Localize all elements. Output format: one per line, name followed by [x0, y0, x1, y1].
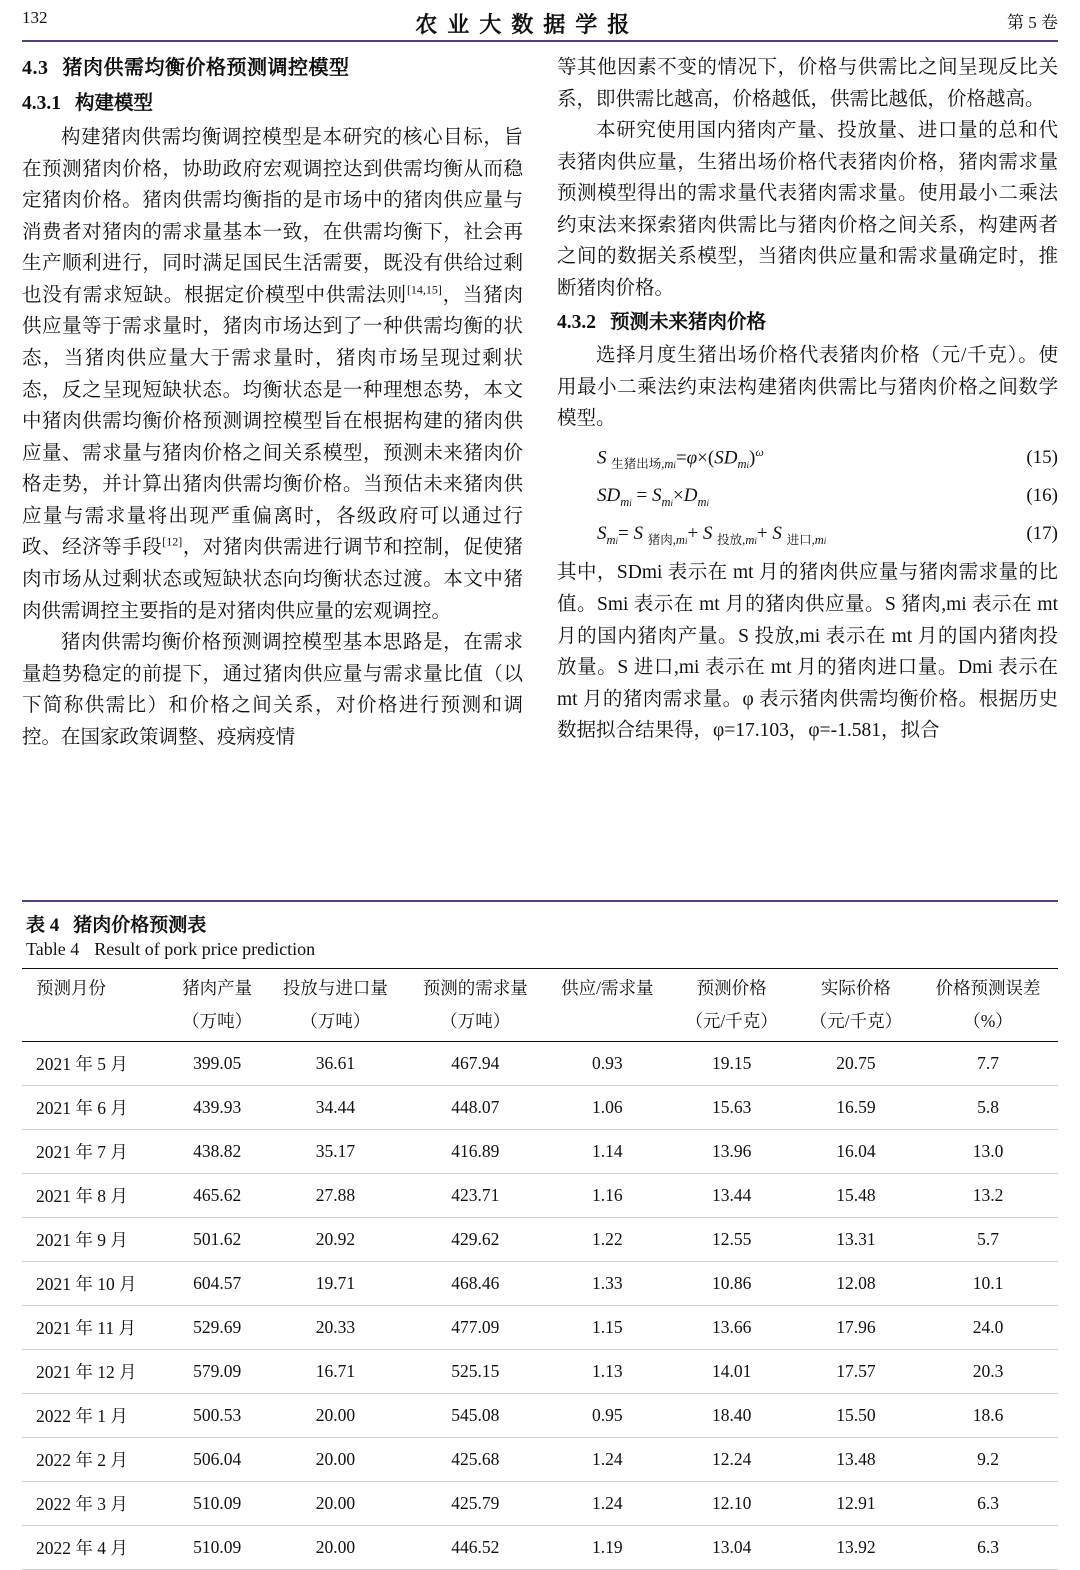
cell-value: 17.57 [794, 1350, 918, 1394]
cell-value: 9.2 [918, 1438, 1058, 1482]
cell-value: 510.09 [169, 1526, 266, 1570]
table-row [22, 1438, 1058, 1482]
cell-value: 0.93 [545, 1042, 669, 1086]
col-header-actual-price-l2: （元/千克） [794, 1008, 918, 1042]
cell-value: 12.55 [670, 1218, 794, 1262]
cell-value: 1.14 [545, 1130, 669, 1174]
table-header-row-line1 [22, 969, 1058, 1009]
citation-ref-14-15: [14,15] [406, 282, 442, 297]
cell-value: 1.22 [545, 1218, 669, 1262]
paragraph-right-1: 等其他因素不变的情况下，价格与供需比之间呈现反比关系，即供需比越高，价格越低，供需比越低，价格越高。 [557, 57, 1058, 110]
table-row [22, 1350, 1058, 1394]
col-header-month-l1: 预测月份 [22, 969, 169, 1009]
table-row [22, 1526, 1058, 1570]
cell-month: 2021 年 10 月 [22, 1262, 169, 1306]
table-top-rule [22, 900, 1058, 902]
cell-value: 13.66 [670, 1306, 794, 1350]
col-header-demand-l1: 预测的需求量 [405, 969, 545, 1009]
cell-value: 13.2 [918, 1174, 1058, 1218]
cell-value: 6.3 [918, 1482, 1058, 1526]
cell-month: 2022 年 2 月 [22, 1438, 169, 1482]
cell-month: 2021 年 11 月 [22, 1306, 169, 1350]
cell-value: 425.68 [405, 1438, 545, 1482]
cell-value: 525.15 [405, 1350, 545, 1394]
equation-16-body: $SD_{mi} = S_{mi}\times D_{mi}$ [597, 485, 710, 510]
cell-value: 13.31 [794, 1218, 918, 1262]
table-row [22, 1482, 1058, 1526]
cell-value: 12.24 [670, 1438, 794, 1482]
cell-value: 13.48 [794, 1438, 918, 1482]
right-column [557, 52, 1058, 754]
col-header-release-import-l2: （万吨） [265, 1008, 405, 1042]
cell-value: 20.00 [265, 1394, 405, 1438]
table-head [22, 969, 1058, 1042]
cell-value: 1.19 [545, 1526, 669, 1570]
cell-value: 1.13 [545, 1350, 669, 1394]
paragraph-left-2: 猪肉供需均衡价格预测调控模型基本思路是，在需求量趋势稳定的前提下，通过猪肉供应量与需求量比值（以下简称供需比）和价格之间关系，对价格进行预测和调控。在国家政策调整、疫病疫情 [22, 632, 523, 748]
cell-value: 24.0 [918, 1306, 1058, 1350]
cell-month: 2021 年 6 月 [22, 1086, 169, 1130]
cell-value: 0.95 [545, 1394, 669, 1438]
cell-value: 12.91 [794, 1482, 918, 1526]
subsection-number: 4.3.1 [22, 93, 61, 115]
cell-value: 34.44 [265, 1086, 405, 1130]
cell-value: 579.09 [169, 1350, 266, 1394]
subsection-title: 构建模型 [75, 93, 154, 115]
cell-value: 20.92 [265, 1218, 405, 1262]
cell-value: 20.00 [265, 1438, 405, 1482]
col-header-actual-price-l1: 实际价格 [794, 969, 918, 1009]
cell-value: 13.04 [670, 1526, 794, 1570]
cell-value: 20.3 [918, 1350, 1058, 1394]
cell-value: 13.44 [670, 1174, 794, 1218]
cell-value: 477.09 [405, 1306, 545, 1350]
col-header-error-l1: 价格预测误差 [918, 969, 1058, 1009]
col-header-error-l2: （%） [918, 1008, 1058, 1042]
col-header-month-l2 [22, 1008, 169, 1042]
col-header-output-l1: 猪肉产量 [169, 969, 266, 1009]
cell-value: 465.62 [169, 1174, 266, 1218]
cell-value: 18.40 [670, 1394, 794, 1438]
cell-value: 19.71 [265, 1262, 405, 1306]
cell-value: 399.05 [169, 1042, 266, 1086]
header-rule [22, 40, 1058, 42]
equation-15-number: (15) [1026, 447, 1058, 469]
cell-month: 2021 年 7 月 [22, 1130, 169, 1174]
journal-title: 农业大数据学报 [415, 12, 640, 38]
cell-value: 423.71 [405, 1174, 545, 1218]
table-caption-cn [26, 910, 1058, 937]
cell-value: 501.62 [169, 1218, 266, 1262]
cell-value: 448.07 [405, 1086, 545, 1130]
cell-value: 17.96 [794, 1306, 918, 1350]
cell-value: 15.48 [794, 1174, 918, 1218]
table-caption-en [26, 939, 1058, 960]
two-column-body [22, 52, 1058, 754]
table-row [22, 1394, 1058, 1438]
cell-value: 27.88 [265, 1174, 405, 1218]
volume-label: 第 5 卷 [1006, 13, 1058, 32]
cell-value: 425.79 [405, 1482, 545, 1526]
cell-value: 438.82 [169, 1130, 266, 1174]
table-row [22, 1130, 1058, 1174]
equation-17-number: (17) [1026, 523, 1058, 545]
cell-value: 429.62 [405, 1218, 545, 1262]
paragraph-left-1-cont: ，当猪肉供应量等于需求量时，猪肉市场达到了一种供需均衡的状态，当猪肉供应量大于需求量时，猪肉市场呈现过剩状态，反之呈现短缺状态。均衡状态是一种理想态势，本文中猪肉供需均衡价格预测调控模型旨在根据构建的猪肉供应量、需求量与猪肉价格之间关系模型，预测未来猪肉价格走势，并计算出猪肉供需均衡价格。当预估未来猪肉供应量与需求量将出现严重偏离时，各级政府可以通过行政、经济等手段 [22, 284, 523, 559]
cell-value: 1.24 [545, 1482, 669, 1526]
cell-month: 2021 年 8 月 [22, 1174, 169, 1218]
subsection-title: 预测未来猪肉价格 [610, 311, 767, 333]
cell-value: 1.33 [545, 1262, 669, 1306]
cell-month: 2022 年 4 月 [22, 1526, 169, 1570]
section-title: 猪肉供需均衡价格预测调控模型 [62, 57, 350, 79]
cell-value: 15.50 [794, 1394, 918, 1438]
cell-month: 2021 年 12 月 [22, 1350, 169, 1394]
equation-16 [557, 481, 1058, 512]
equation-block [557, 443, 1058, 550]
col-header-predicted-price-l2: （元/千克） [670, 1008, 794, 1042]
cell-value: 510.09 [169, 1482, 266, 1526]
table-body [22, 1042, 1058, 1570]
paragraph-left-1-cont2: ，对猪肉供需进行调节和控制，促使猪肉市场从过剩状态或短缺状态向均衡状态过渡。本文中猪肉供需调控主要指的是对猪肉供应量的宏观调控。 [22, 537, 523, 622]
cell-value: 10.86 [670, 1262, 794, 1306]
equation-17-body: $S_{mi}= S$ $_{猪肉,mi}$+ S $_{投放,mi}$+ S $_{进口,mi}$ [597, 523, 827, 548]
paragraph-left-1 [22, 122, 523, 627]
equation-17 [557, 519, 1058, 550]
left-column [22, 52, 523, 754]
cell-value: 500.53 [169, 1394, 266, 1438]
equation-15 [557, 443, 1058, 474]
table-caption-cn-text: 猪肉价格预测表 [73, 915, 207, 936]
paragraph-left-1-text: 构建猪肉供需均衡调控模型是本研究的核心目标，旨在预测猪肉价格，协助政府宏观调控达到供需均衡从而稳定猪肉价格。猪肉供需均衡指的是市场中的猪肉供应量与消费者对猪肉的需求量基本一致，在供需均衡下，社会再生产顺利进行，同时满足国民生活需要，既没有供给过剩也没有需求短缺。根据定价模型中供需法则 [22, 126, 523, 306]
equation-16-number: (16) [1026, 485, 1058, 507]
cell-value: 16.59 [794, 1086, 918, 1130]
table-row [22, 1086, 1058, 1130]
citation-ref-12: [12] [162, 534, 183, 549]
cell-value: 545.08 [405, 1394, 545, 1438]
cell-value: 1.15 [545, 1306, 669, 1350]
table-row [22, 1218, 1058, 1262]
cell-value: 13.92 [794, 1526, 918, 1570]
col-header-ratio-l2 [545, 1008, 669, 1042]
cell-month: 2021 年 9 月 [22, 1218, 169, 1262]
cell-value: 416.89 [405, 1130, 545, 1174]
section-heading-4-3 [22, 52, 523, 84]
col-header-ratio-l1: 供应/需求量 [545, 969, 669, 1009]
cell-value: 36.61 [265, 1042, 405, 1086]
paragraph-right-2: 本研究使用国内猪肉产量、投放量、进口量的总和代表猪肉供应量，生猪出场价格代表猪肉价格，猪肉需求量预测模型得出的需求量代表猪肉需求量。使用最小二乘法约束法来探索猪肉供需比与猪肉价格之间关系，构建两者之间的数据关系模型，当猪肉供应量和需求量确定时，推断猪肉价格。 [557, 120, 1058, 300]
col-header-demand-l2: （万吨） [405, 1008, 545, 1042]
cell-value: 439.93 [169, 1086, 266, 1130]
cell-value: 19.15 [670, 1042, 794, 1086]
table-row [22, 1262, 1058, 1306]
cell-value: 1.06 [545, 1086, 669, 1130]
cell-value: 604.57 [169, 1262, 266, 1306]
equation-15-body: S $_{生猪出场,mi}=\varphi\times(SD_{mi})^\omega$ [597, 444, 764, 472]
cell-value: 12.10 [670, 1482, 794, 1526]
cell-value: 16.71 [265, 1350, 405, 1394]
cell-value: 467.94 [405, 1042, 545, 1086]
cell-value: 13.0 [918, 1130, 1058, 1174]
cell-value: 6.3 [918, 1526, 1058, 1570]
cell-value: 446.52 [405, 1526, 545, 1570]
cell-month: 2021 年 5 月 [22, 1042, 169, 1086]
cell-value: 16.04 [794, 1130, 918, 1174]
pork-price-prediction-table [22, 968, 1058, 1570]
cell-value: 18.6 [918, 1394, 1058, 1438]
col-header-release-import-l1: 投放与进口量 [265, 969, 405, 1009]
cell-value: 1.16 [545, 1174, 669, 1218]
table-caption-en-number: Table 4 [26, 939, 80, 959]
table-4-container [22, 900, 1058, 1570]
cell-value: 13.96 [670, 1130, 794, 1174]
cell-value: 20.75 [794, 1042, 918, 1086]
cell-value: 5.7 [918, 1218, 1058, 1262]
subsection-heading-4-3-2 [557, 307, 1058, 339]
table-row [22, 1042, 1058, 1086]
cell-value: 1.24 [545, 1438, 669, 1482]
paragraph-right-3: 选择月度生猪出场价格代表猪肉价格（元/千克）。使用最小二乘法约束法构建猪肉供需比与猪肉价格之间数学模型。 [557, 345, 1058, 430]
cell-month: 2022 年 1 月 [22, 1394, 169, 1438]
subsection-number: 4.3.2 [557, 311, 596, 333]
cell-value: 20.33 [265, 1306, 405, 1350]
section-number: 4.3 [22, 57, 49, 79]
cell-value: 468.46 [405, 1262, 545, 1306]
col-header-predicted-price-l1: 预测价格 [670, 969, 794, 1009]
cell-value: 14.01 [670, 1350, 794, 1394]
cell-value: 529.69 [169, 1306, 266, 1350]
cell-value: 12.08 [794, 1262, 918, 1306]
table-header-row-line2 [22, 1008, 1058, 1042]
cell-value: 7.7 [918, 1042, 1058, 1086]
cell-value: 20.00 [265, 1526, 405, 1570]
table-caption-cn-number: 表 4 [26, 915, 60, 936]
cell-value: 20.00 [265, 1482, 405, 1526]
table-row [22, 1174, 1058, 1218]
cell-month: 2022 年 3 月 [22, 1482, 169, 1526]
table-caption-en-text: Result of pork price prediction [94, 939, 316, 959]
cell-value: 5.8 [918, 1086, 1058, 1130]
cell-value: 15.63 [670, 1086, 794, 1130]
col-header-output-l2: （万吨） [169, 1008, 266, 1042]
subsection-heading-4-3-1 [22, 88, 523, 120]
cell-value: 506.04 [169, 1438, 266, 1482]
table-row [22, 1306, 1058, 1350]
paragraph-right-4: 其中，SDmi 表示在 mt 月的猪肉供应量与猪肉需求量的比值。Smi 表示在 mt 月的猪肉供应量。S 猪肉,mi 表示在 mt 月的国内猪肉产量。S 投放,mi 表示在 mt 月的国内猪肉投放量。S 进口,mi 表示在 mt 月的猪肉进口量。Dmi 表示在 mt 月的猪肉需求量。φ 表示猪肉供需均衡价格。根据历史数据拟合结果得，φ=17.103，φ=-1.581，拟合 [557, 562, 1058, 742]
cell-value: 10.1 [918, 1262, 1058, 1306]
page-number: 132 [22, 8, 48, 27]
cell-value: 35.17 [265, 1130, 405, 1174]
